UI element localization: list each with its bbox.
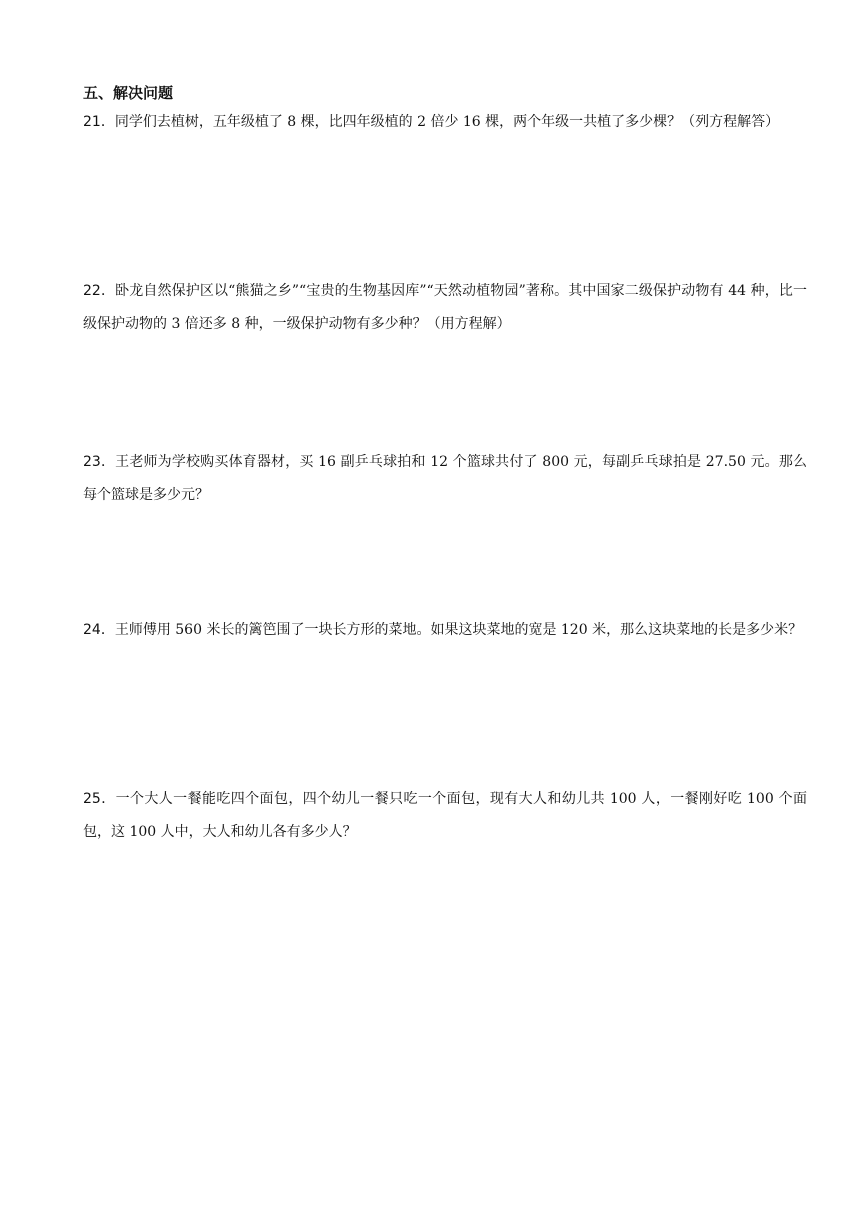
question-23	[83, 446, 807, 512]
question-25-number: 25．	[83, 791, 116, 807]
question-24	[83, 614, 807, 647]
question-22	[83, 275, 807, 341]
question-23-number: 23．	[83, 454, 116, 470]
question-25	[83, 783, 807, 849]
section-title: 五、解决问题	[83, 84, 174, 102]
question-24-text: 王师傅用 560 米长的篱笆围了一块长方形的菜地。如果这块菜地的宽是 120 米，那么这块菜地的长是多少米？	[114, 622, 803, 638]
question-22-number: 22．	[83, 283, 116, 299]
question-21	[83, 106, 807, 139]
question-21-text: 同学们去植树，五年级植了 8 棵，比四年级植的 2 倍少 16 棵，两个年级一共植了多少棵？（列方程解答）	[114, 114, 780, 130]
question-21-number: 21．	[83, 114, 115, 130]
question-23-text: 王老师为学校购买体育器材，买 16 副乒乓球拍和 12 个篮球共付了 800 元，每副乒乓球拍是 27.50 元。那么每个篮球是多少元？	[83, 454, 807, 503]
question-22-text: 卧龙自然保护区以“熊猫之乡”“宝贵的生物基因库”“天然动植物园”著称。其中国家二级保护动物有 44 种，比一级保护动物的 3 倍还多 8 种，一级保护动物有多少种？（用方程解）	[83, 283, 807, 332]
question-24-number: 24．	[83, 622, 115, 638]
question-25-text: 一个大人一餐能吃四个面包，四个幼儿一餐只吃一个面包，现有大人和幼儿共 100 人，一餐刚好吃 100 个面包，这 100 人中，大人和幼儿各有多少人？	[83, 791, 807, 840]
